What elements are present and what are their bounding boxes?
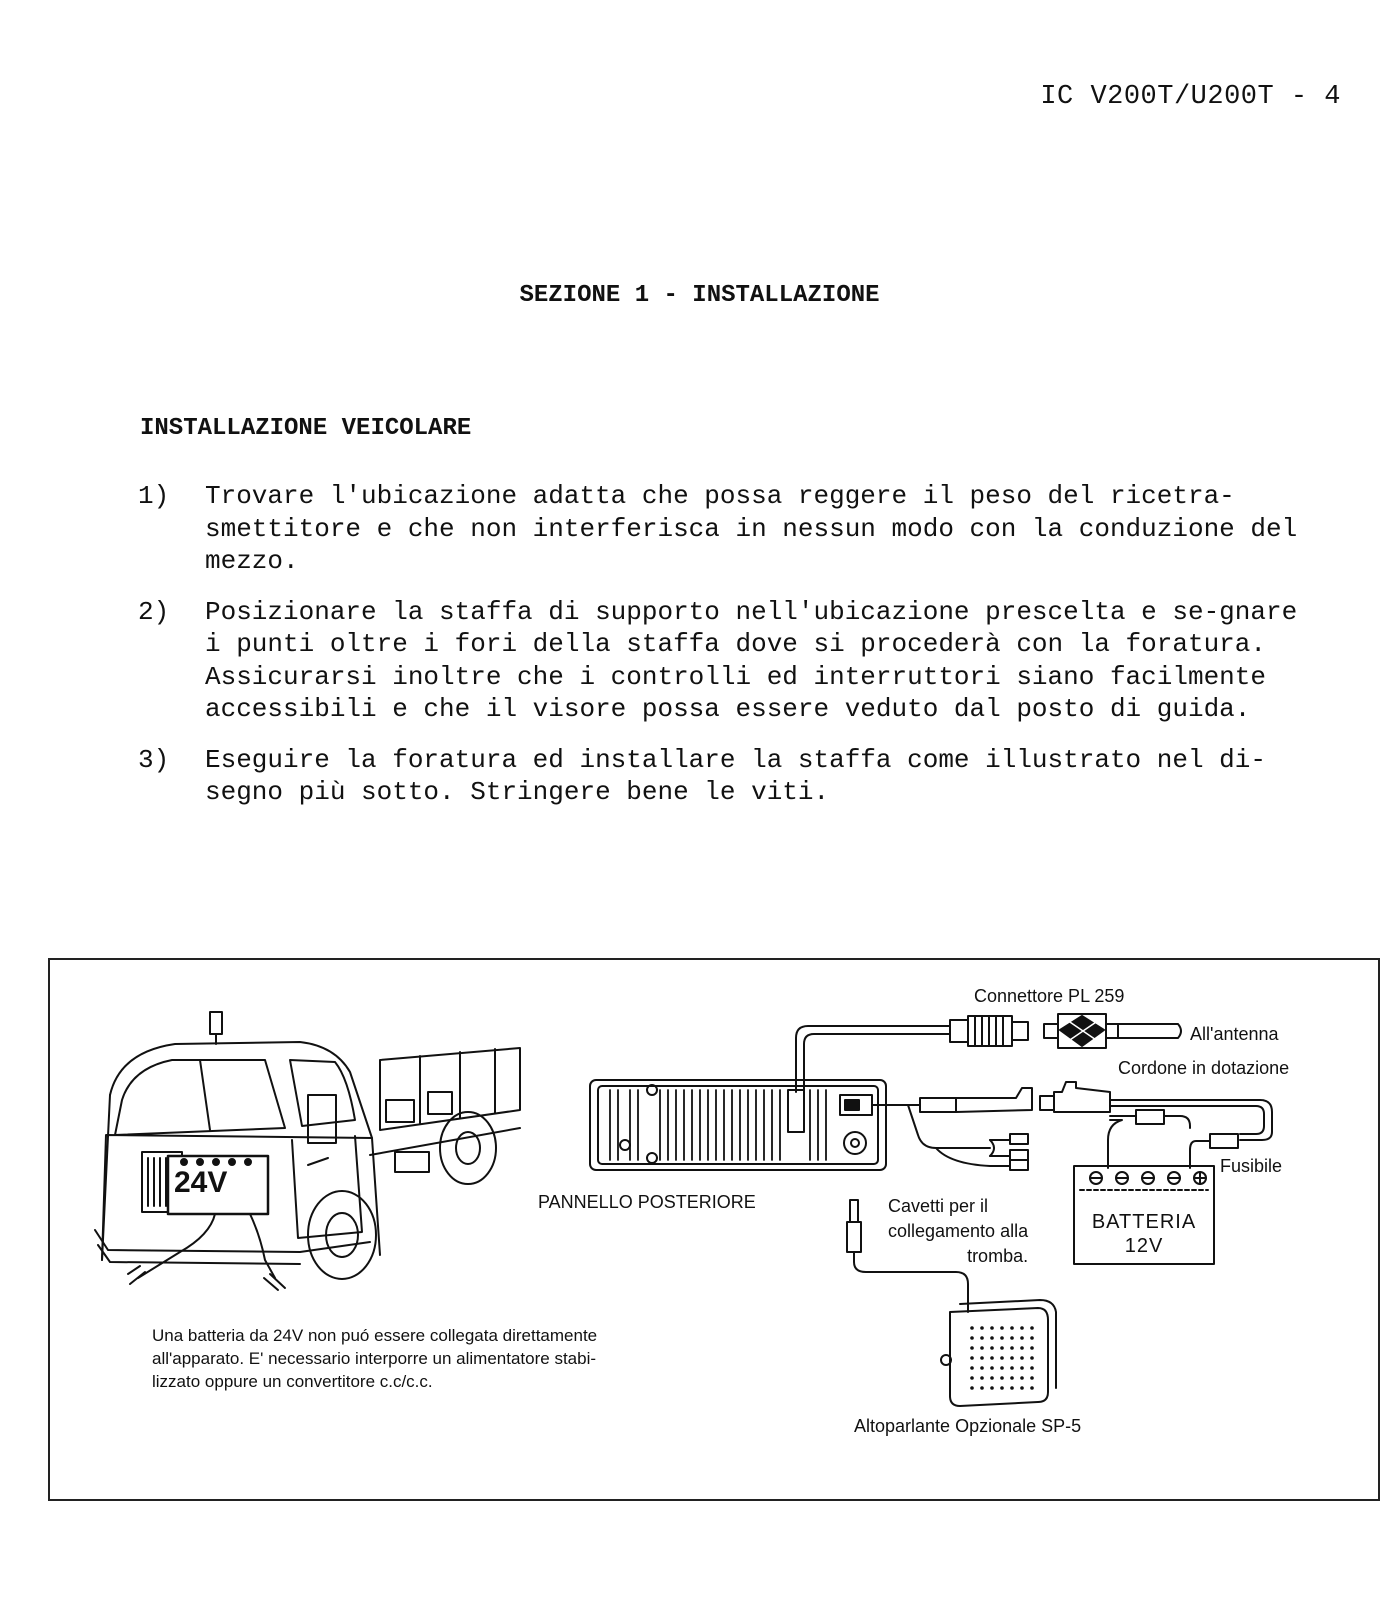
installation-steps <box>138 480 1318 827</box>
subsection-title: INSTALLAZIONE VEICOLARE <box>140 415 472 442</box>
step-item <box>138 480 1318 578</box>
step-text: Posizionare la staffa di supporto nell'ubicazione prescelta e se-gnare i punti oltre i fori della staffa dove si procederà con la foratura. Assicurarsi inoltre che i controlli ed interruttori siano facilmente accessibili e che il visore possa essere veduto dal posto di guida. <box>205 596 1298 724</box>
battery-label-line2: 12V <box>1124 1235 1164 1257</box>
speaker-cable-line1: Cavetti per il <box>888 1196 989 1216</box>
fuse-label: Fusibile <box>1220 1156 1283 1176</box>
radio-rear-panel <box>590 1080 886 1170</box>
cord-label: Cordone in dotazione <box>1118 1058 1290 1078</box>
speaker-cable-line2: collegamento alla <box>888 1221 1029 1241</box>
antenna-label: All'antenna <box>1190 1024 1279 1044</box>
battery-warning-note <box>152 1324 742 1393</box>
note-line3: lizzato oppure un convertitore c.c/c.c. <box>152 1372 433 1391</box>
speaker-cable-label <box>888 1194 1028 1269</box>
power-cord <box>872 1082 1272 1170</box>
step-item <box>138 596 1318 726</box>
section-title: SEZIONE 1 - INSTALLAZIONE <box>519 282 880 309</box>
rear-panel-label: PANNELLO POSTERIORE <box>538 1192 756 1212</box>
speaker-cable-line3: tromba. <box>967 1246 1029 1266</box>
truck-battery-label: 24V <box>174 1166 228 1199</box>
note-line2: all'apparato. E' necessario interporre un alimentatore stabi- <box>152 1349 597 1368</box>
truck-illustration <box>95 1012 520 1290</box>
note-line1: Una batteria da 24V non puó essere collegata direttamente <box>152 1326 598 1345</box>
step-item <box>138 744 1318 809</box>
step-number: 3) <box>138 744 170 775</box>
speaker-label: Altoparlante Opzionale SP-5 <box>854 1416 1082 1436</box>
document-reference: IC V200T/U200T - 4 <box>1040 82 1341 112</box>
step-number: 2) <box>138 596 170 627</box>
battery-label-line1: BATTERIA <box>1091 1211 1197 1233</box>
step-number: 1) <box>138 481 170 511</box>
connector-label: Connettore PL 259 <box>974 986 1125 1006</box>
step-text: Eseguire la foratura ed installare la staffa come illustrato nel di-segno più sotto. Stringere bene le viti. <box>205 744 1266 807</box>
battery-label <box>1074 1210 1214 1258</box>
installation-diagram-frame <box>48 958 1380 1501</box>
step-text: Trovare l'ubicazione adatta che possa reggere il peso del ricetra-smettitore e che non interferisca in nessun modo con la conduzione del mezzo. <box>205 481 1298 576</box>
